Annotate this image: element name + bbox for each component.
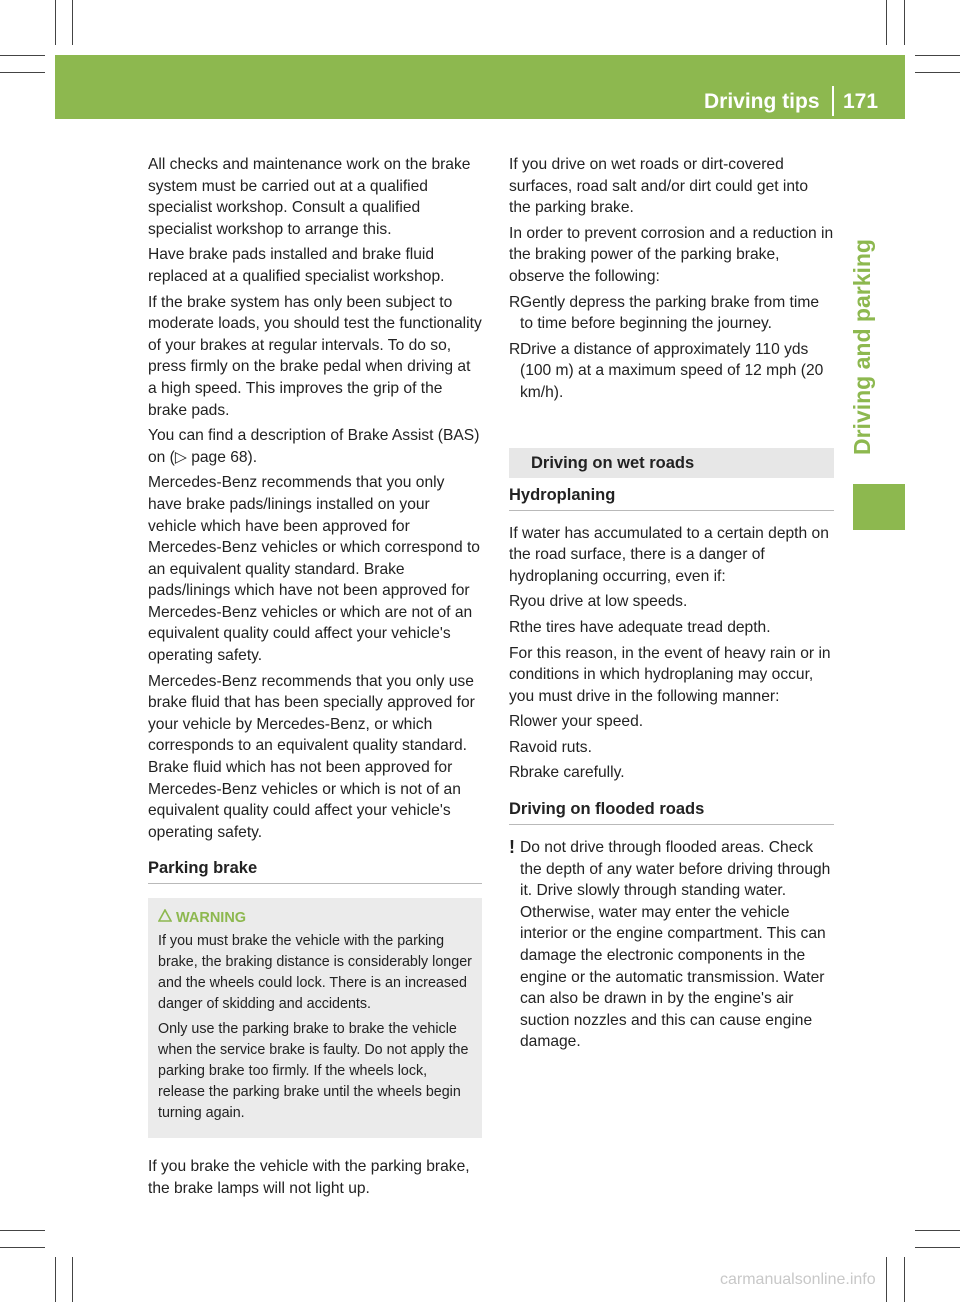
section-title: Driving tips	[704, 90, 820, 113]
warning-text: Only use the parking brake to brake the vehicle when the service brake is faulty. Do not apply the parking brake too firmly. If the wheels lock, release the parking brake until the wheels begin turning again.	[158, 1021, 469, 1122]
paragraph: All checks and maintenance work on the brake system must be carried out at a qualified specialist workshop. Consult a qualified specialist workshop to arrange this.	[148, 156, 471, 238]
list-item: R Drive a distance of approximately 110 yds (100 m) at a maximum speed of 12 mph (20 km/h).	[509, 340, 824, 401]
header-divider	[832, 86, 834, 116]
warning-header	[158, 908, 474, 929]
crop-mark	[72, 1257, 73, 1302]
exclamation-icon: !	[509, 837, 515, 858]
page-number: 171	[843, 90, 879, 113]
paragraph: Mercedes-Benz recommends that you only use brake fluid that has been specially approved for your vehicle by Mercedes-Benz, or which corresponds to an equivalent quality standard. Brake fluid which has not been approved for Mercedes-Benz vehicles or which is not of an equivalent quality could affect your vehicle's operating safety.	[148, 672, 475, 841]
crop-mark	[55, 0, 56, 45]
note-text: Do not drive through flooded areas. Check the depth of any water before driving through it. Drive slowly through standing water. Otherwise, water may enter the vehicle interior or the engine compartment. This can damage the electronic components in the engine or the automatic transmission. Water can also be drawn in by the engine's air suction nozzles and this can cause engine damage.	[520, 839, 831, 1051]
side-tab-label: Driving and parking	[849, 239, 875, 455]
watermark: carmanualsonline.info	[720, 1271, 876, 1288]
warning-label: WARNING	[176, 910, 247, 927]
crop-mark	[0, 1247, 45, 1248]
note-block	[509, 837, 834, 1053]
bullet-icon: R	[509, 618, 521, 636]
paragraph: If the brake system has only been subject to moderate loads, you should test the functionality of your brakes at regular intervals. To do so, press firmly on the brake pedal when driving at a high speed. This improves the grip of the brake pads.	[148, 293, 482, 419]
paragraph: For this reason, in the event of heavy rain or in conditions in which hydroplaning may occur, you must drive in the following manner:	[509, 644, 831, 705]
crop-mark	[886, 1257, 887, 1302]
bullet-icon: R	[509, 738, 521, 756]
crop-mark	[55, 1257, 56, 1302]
paragraph: If you brake the vehicle with the parking brake, the brake lamps will not light up.	[148, 1158, 470, 1197]
parking-brake-heading: Parking brake	[148, 857, 482, 884]
crop-mark	[0, 72, 45, 73]
flooded-roads-heading: Driving on flooded roads	[509, 798, 834, 825]
list-item: R avoid ruts.	[509, 737, 834, 759]
crop-mark	[0, 55, 45, 56]
crop-mark	[904, 0, 905, 45]
list-item: R brake carefully.	[509, 762, 834, 784]
bullet-icon: R	[509, 713, 521, 731]
bullet-icon: R	[509, 293, 521, 311]
paragraph: If you drive on wet roads or dirt-covered surfaces, road salt and/or dirt could get into the parking brake.	[509, 156, 809, 217]
bullet-icon: R	[509, 340, 521, 358]
list-item: R lower your speed.	[509, 711, 834, 733]
section-band: Driving on wet roads	[509, 448, 834, 478]
hydroplaning-heading: Hydroplaning	[509, 484, 834, 511]
crop-mark	[904, 1257, 905, 1302]
list-item: R Gently depress the parking brake from time to time before beginning the journey.	[509, 293, 820, 333]
crop-mark	[915, 55, 960, 56]
side-tab-marker	[853, 484, 905, 530]
warning-text: If you must brake the vehicle with the parking brake, the braking distance is considerably longer and the wheels could lock. There is an increased danger of skidding and accidents.	[158, 933, 472, 1013]
bullet-icon: R	[509, 593, 521, 611]
list-item: R you drive at low speeds.	[509, 591, 834, 613]
crop-mark	[886, 0, 887, 45]
crop-mark	[72, 0, 73, 45]
paragraph: If water has accumulated to a certain depth on the road surface, there is a danger of hydroplaning occurring, even if:	[509, 524, 829, 585]
warning-box	[148, 898, 482, 1138]
crop-mark	[0, 1230, 45, 1231]
list-item: R the tires have adequate tread depth.	[509, 617, 834, 639]
left-column	[148, 154, 482, 1204]
paragraph: In order to prevent corrosion and a reduction in the braking power of the parking brake, observe the following:	[509, 224, 834, 285]
paragraph: You can find a description of Brake Assist (BAS) on (▷ page 68).	[148, 427, 480, 466]
right-column	[509, 154, 834, 1053]
crop-mark	[915, 1230, 960, 1231]
paragraph: Mercedes-Benz recommends that you only have brake pads/linings installed on your vehicle which have been approved for Mercedes-Benz vehicles or which correspond to an equivalent quality standard. Brake pads/linings which have not been approved for Mercedes-Benz vehicles or which are not of an equivalent quality could affect your vehicle's operating safety.	[148, 474, 480, 665]
crop-mark	[915, 1247, 960, 1248]
paragraph: Have brake pads installed and brake fluid replaced at a qualified specialist workshop.	[148, 246, 445, 285]
warning-triangle-icon	[158, 908, 176, 929]
bullet-icon: R	[509, 764, 521, 782]
crop-mark	[915, 72, 960, 73]
